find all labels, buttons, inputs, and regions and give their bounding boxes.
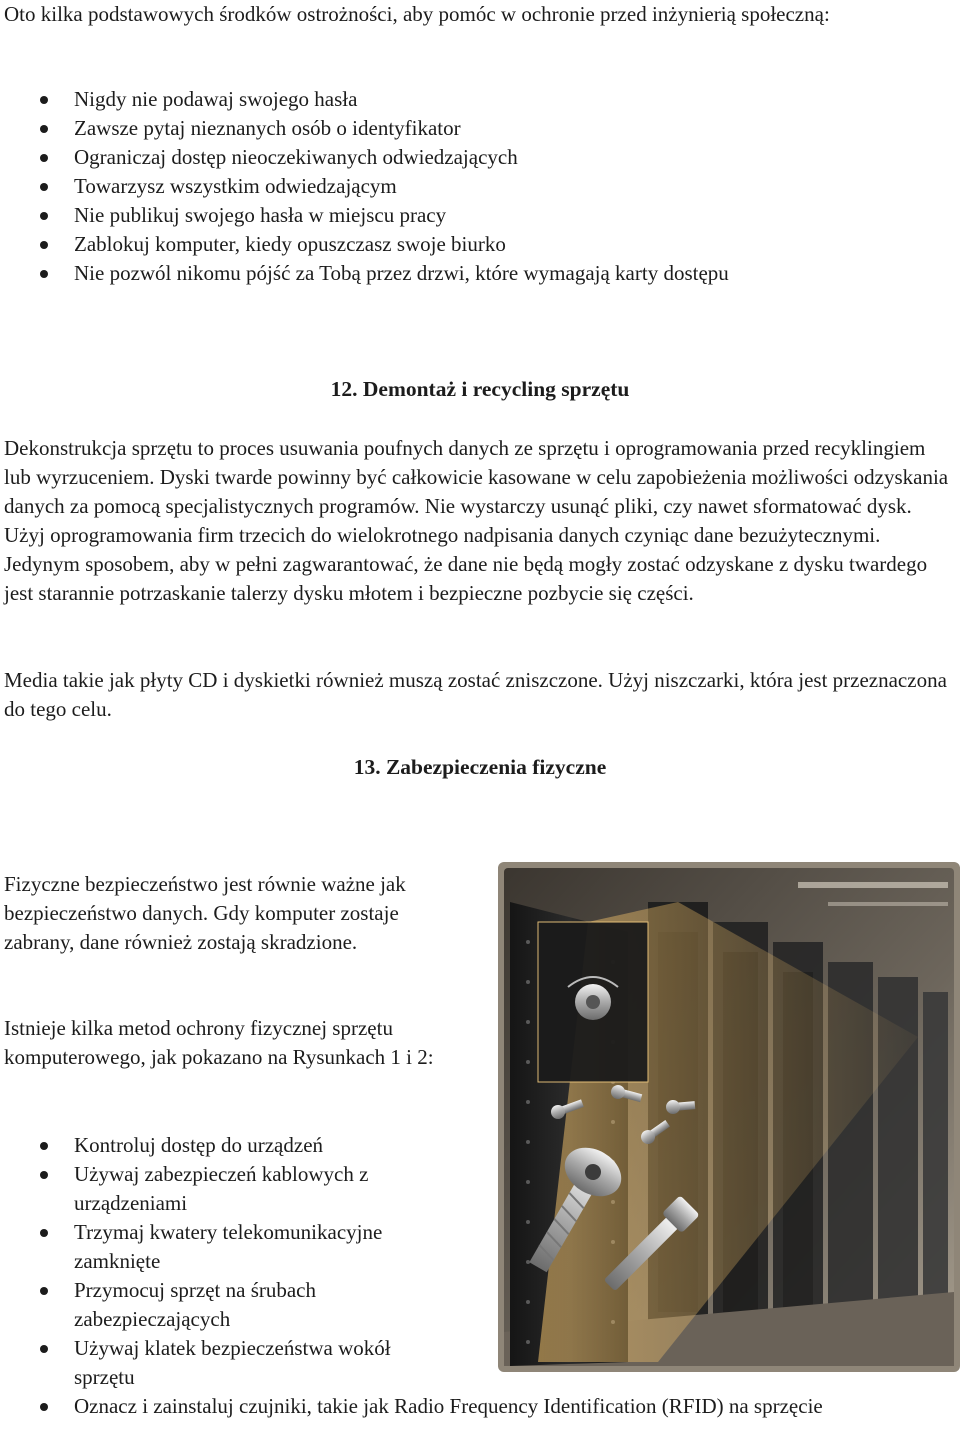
section-12-heading: 12. Demontaż i recycling sprzętu — [330, 377, 630, 401]
list-item-text: Nigdy nie podawaj swojego hasła — [74, 87, 358, 111]
section-13-paragraph-2: Istnieje kilka metod ochrony fizycznej sprzętu komputerowego, jak pokazano na Rysunkach 1 i 2: — [4, 1016, 434, 1069]
intro-paragraph: Oto kilka podstawowych środków ostrożności, aby pomóc w ochronie przed inżynierią społeczną: — [4, 2, 830, 26]
list-item-text: Kontroluj dostęp do urządzeń — [74, 1133, 324, 1157]
list-item — [0, 230, 940, 259]
list-item-text: Nie publikuj swojego hasła w miejscu pracy — [74, 203, 447, 227]
list-item-text: Nie pozwól nikomu pójść za Tobą przez drzwi, które wymagają karty dostępu — [74, 261, 729, 285]
list-item-text: Przymocuj sprzęt na śrubach zabezpieczających — [74, 1278, 317, 1331]
list-item — [0, 1334, 434, 1392]
list-item — [0, 1392, 894, 1421]
bullet-icon — [40, 212, 48, 220]
bullet-icon — [40, 1229, 48, 1237]
list-item-text: Oznacz i zainstaluj czujniki, takie jak Radio Frequency Identification (RFID) na sprzęcie — [74, 1394, 823, 1418]
section-13-heading: 13. Zabezpieczenia fizyczne — [353, 755, 607, 779]
physical-security-list — [0, 1131, 900, 1421]
bullet-icon — [40, 1287, 48, 1295]
list-item — [0, 1160, 434, 1218]
list-item-text: Używaj zabezpieczeń kablowych z urządzeniami — [74, 1162, 369, 1215]
list-item-text: Towarzysz wszystkim odwiedzającym — [74, 174, 397, 198]
list-item-text: Używaj klatek bezpieczeństwa wokół sprzętu — [74, 1336, 391, 1389]
bullet-icon — [40, 1345, 48, 1353]
list-item — [0, 172, 940, 201]
section-13-paragraph-1: Fizyczne bezpieczeństwo jest równie ważne jak bezpieczeństwo danych. Gdy komputer zostaje zabrany, dane również zostają skradzione. — [4, 872, 406, 954]
list-item-text: Zawsze pytaj nieznanych osób o identyfikator — [74, 116, 461, 140]
bullet-icon — [40, 1142, 48, 1150]
bullet-icon — [40, 241, 48, 249]
section-12-paragraph-1: Dekonstrukcja sprzętu to proces usuwania poufnych danych ze sprzętu i oprogramowania przed recyklingiem lub wyrzuceniem. Dyski twarde powinny być całkowicie kasowane w celu zapobieżenia możliwości odzyskania danych za pomocą specjalistycznych programów. Nie wystarczy usunąć pliki, czy nawet sformatować dysk. Użyj oprogramowania firm trzecich do wielokrotnego nadpisania danych czyniąc dane bezużytecznymi. Jedynym sposobem, aby w pełni zagwarantować, że dane nie będą mogły zostać odzyskane z dysku twardego jest starannie potrzaskanie talerzy dysku młotem i bezpieczne pozbycie się części. — [4, 436, 949, 605]
list-item — [0, 143, 940, 172]
list-item — [0, 1276, 434, 1334]
bullet-icon — [40, 1403, 48, 1411]
bullet-icon — [40, 1171, 48, 1179]
bullet-icon — [40, 183, 48, 191]
precautions-list — [0, 85, 940, 288]
list-item — [0, 259, 940, 288]
bullet-icon — [40, 96, 48, 104]
bullet-icon — [40, 270, 48, 278]
list-item — [0, 85, 940, 114]
list-item — [0, 1131, 434, 1160]
list-item-text: Trzymaj kwatery telekomunikacyjne zamknięte — [74, 1220, 383, 1273]
list-item — [0, 114, 940, 143]
list-item-text: Ograniczaj dostęp nieoczekiwanych odwiedzających — [74, 145, 518, 169]
bullet-icon — [40, 154, 48, 162]
list-item — [0, 201, 940, 230]
bullet-icon — [40, 125, 48, 133]
list-item — [0, 1218, 434, 1276]
list-item-text: Zablokuj komputer, kiedy opuszczasz swoje biurko — [74, 232, 506, 256]
section-12-paragraph-2: Media takie jak płyty CD i dyskietki również muszą zostać zniszczone. Użyj niszczarki, która jest przeznaczona do tego celu. — [4, 668, 947, 721]
